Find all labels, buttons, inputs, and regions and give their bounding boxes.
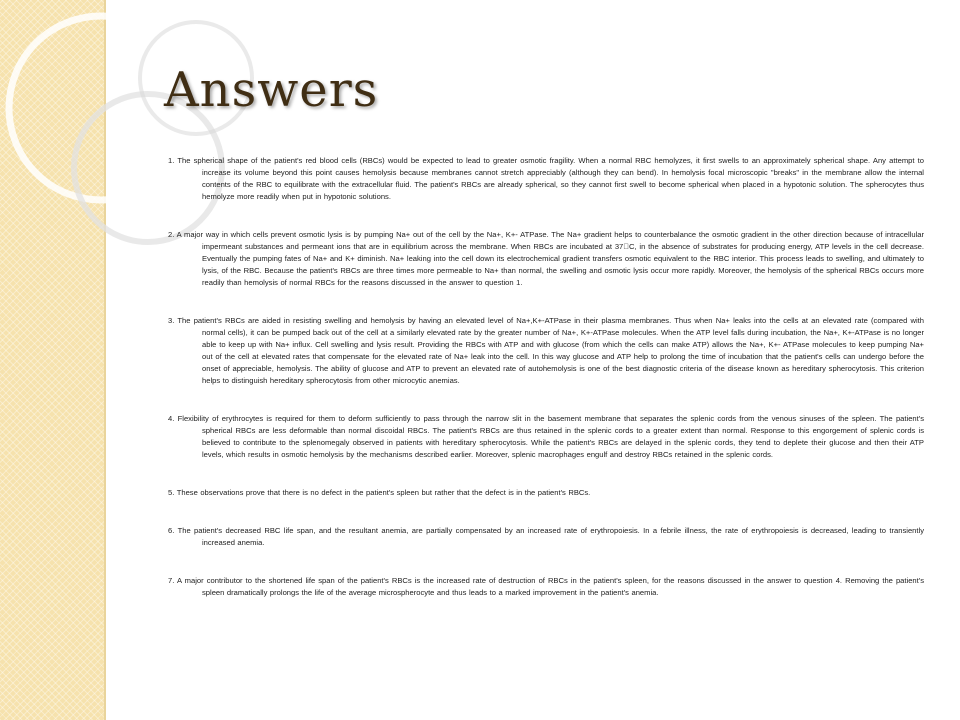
answers-list: [168, 155, 924, 599]
slide-title: Answers: [164, 62, 379, 118]
answer-3: 3. The patient's RBCs are aided in resisting swelling and hemolysis by having an elevated level of Na+,K+-ATPase in their plasma membranes. Thus when Na+ leaks into the cells at an elevated rate (compared with normal cells), it can be pumped back out of the cell at a similarly elevated rate by the greater number of Na+, K+-ATPase molecules. When the ATP level falls during incubation, the Na+, K+-ATPase is no longer able to keep up with Na+ influx. Cell swelling and lysis result. Providing the RBCs with ATP and with glucose (from which the cells can make ATP) allows the Na+, K+- ATPase molecules to keep pumping Na+ out of the cell at elevated rates that compensate for the elevated rate of Na+ leak into the cell. In this way glucose and ATP help to prolong the time of incubation that the patient's cells can undergo before the onset of appreciable, hemolysis. The ability of glucose and ATP to prevent an elevated rate of autohemolysis is one of the best diagnostic criteria of the disease known as hereditary spherocytosis. This criterion helps to distinguish hereditary spherocytosis from other microcytic anemias.: [168, 316, 924, 385]
textured-side-panel: [0, 0, 104, 720]
answer-1: 1. The spherical shape of the patient's red blood cells (RBCs) would be expected to lead to greater osmotic fragility. When a normal RBC hemolyzes, it first swells to an approximately spherical shape. Any attempt to increase its volume beyond this point causes hemolysis because membranes cannot stretch appreciably (although they can bend). In hemolysis focal microscopic "breaks" in the membrane allow the internal contents of the RBC to equilibrate with the extracellular fluid. The patient's RBCs are already spherical, so they cannot first swell to become spherical when placed in a hypotonic solution. The spherocytes thus hemolyze more readily when put in hypotonic solutions.: [168, 156, 924, 201]
answer-5: 5. These observations prove that there is no defect in the patient's spleen but rather that the defect is in the patient's RBCs.: [168, 488, 591, 497]
answer-7: 7. A major contributor to the shortened life span of the patient's RBCs is the increased rate of destruction of RBCs in the patient's spleen, for the reasons discussed in the answer to question 4. Removing the patient's spleen dramatically prolongs the life of the average microspherocyte and thus leads to a marked improvement in the patient's anemia.: [168, 576, 924, 597]
answer-2: 2. A major way in which cells prevent osmotic lysis is by pumping Na+ out of the cell by the Na+, K+- ATPase. The Na+ gradient helps to counterbalance the osmotic gradient in the other direction because of intracellular impermeant substances and permeant ions that are in equilibrium across the membrane. When RBCs are incubated at 37 C, in the absence of substrates for producing energy, ATP levels in the cell decrease. Eventually the pumping fates of Na+ and K+ diminish. Na+ leaking into the cell down its electrochemical gradient transfers osmotic equivalent to the RBC interior. This process leads to swelling, and ultimately to lysis, of the RBC. Because the patient's RBCs are three times more permeable to Na+ than normal, the swelling and osmotic lysis occur more rapidly. Moreover, the hemolysis of the spherical RBCs occurs more readily than hemolysis of normal RBCs for the reasons discussed in the answer to question 1.: [168, 230, 924, 287]
answer-6: 6. The patient's decreased RBC life span, and the resultant anemia, are partially compensated by an increased rate of erythropoiesis. In a febrile illness, the rate of erythropoiesis is decreased, leading to transiently increased anemia.: [168, 526, 924, 547]
side-panel-border: [104, 0, 106, 720]
answer-4: 4. Flexibility of erythrocytes is required for them to deform sufficiently to pass through the narrow slit in the basement membrane that separates the splenic cords from the venous sinuses of the spleen. The patient's spherical RBCs are less deformable than normal discoidal RBCs. The patient's RBCs are thus retained in the splenic cords to a greater extent than normal. Response to this engorgement of splenic cords is believed to contribute to the splenomegaly observed in patients with hereditary spherocytosis. While the patient's RBCs are delayed in the splenic cords, they tend to deplete their glucose and then their ATP levels, which results in osmotic hemolysis by the mechanisms described earlier. Moreover, splenic macrophages engulf and destroy RBCs retained in the splenic cords.: [168, 414, 924, 459]
